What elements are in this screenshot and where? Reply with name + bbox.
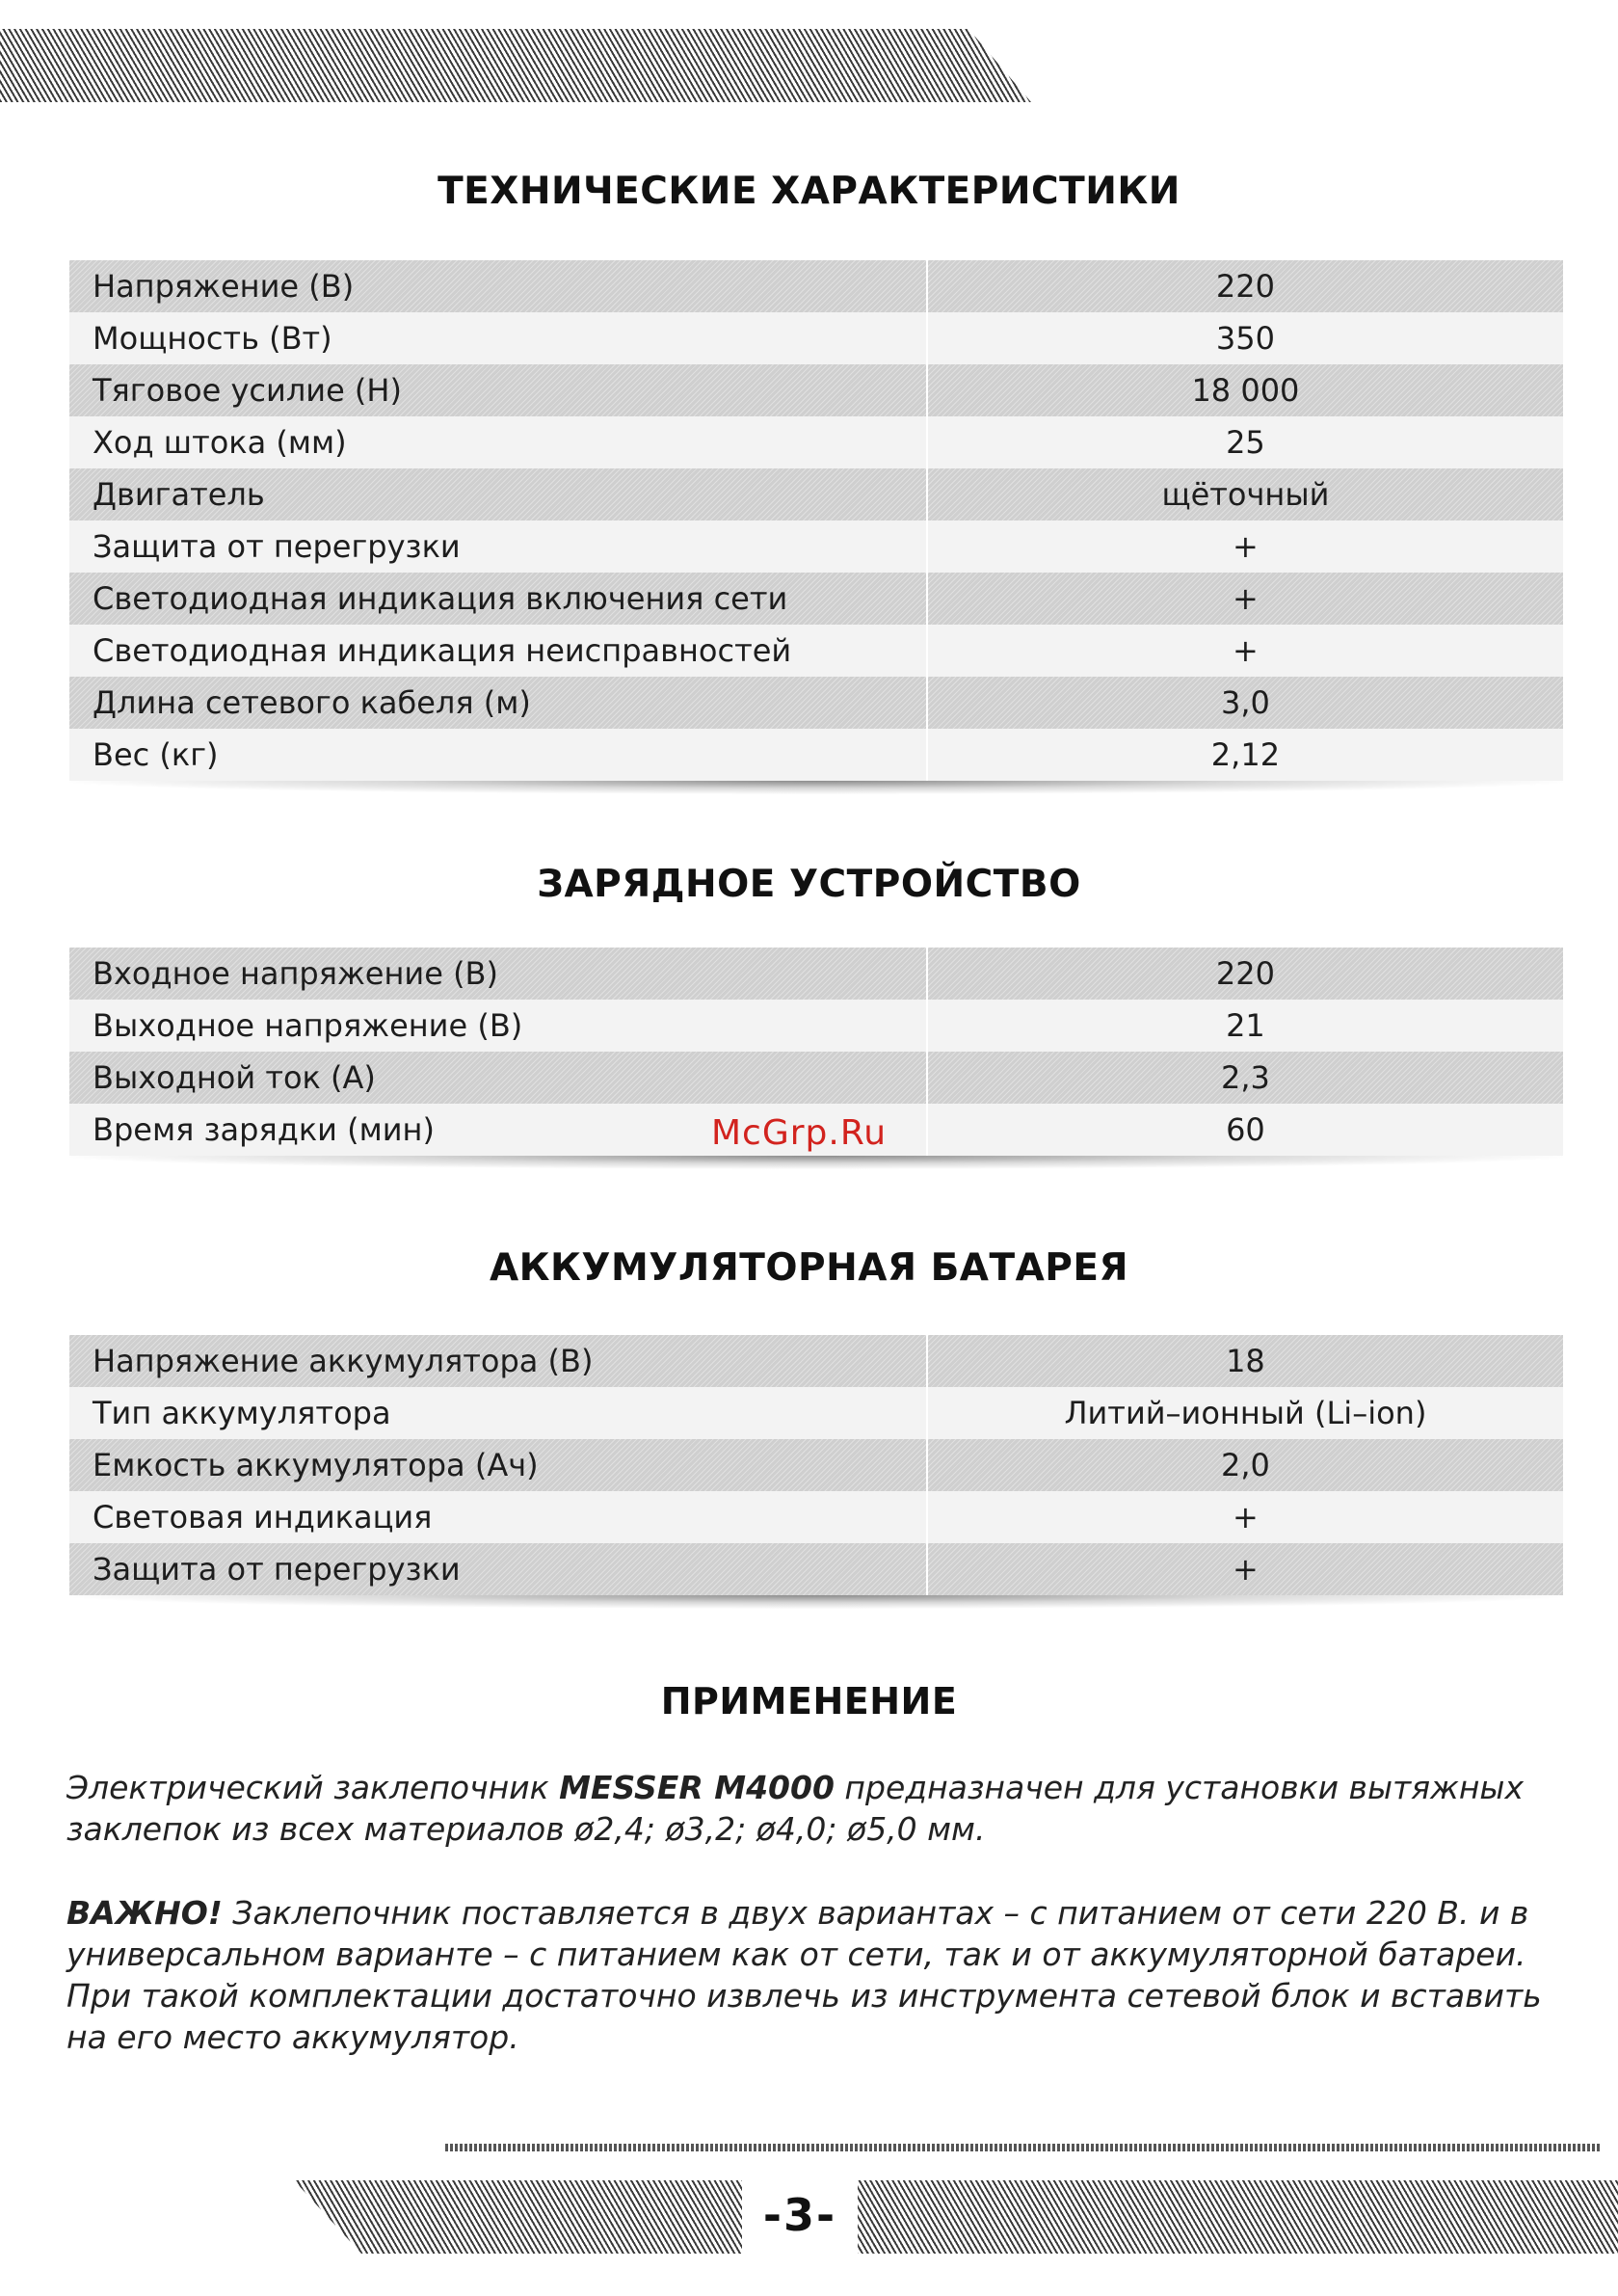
table-row: [69, 260, 1563, 312]
row-value: 220: [928, 948, 1563, 1000]
row-label: Светодиодная индикация включения сети: [69, 573, 926, 625]
row-label: Тяговое усилие (Н): [69, 364, 926, 416]
row-label: Входное напряжение (В): [69, 948, 926, 1000]
row-value: 21: [928, 1000, 1563, 1052]
table-row: [69, 1543, 1563, 1595]
row-label: Выходной ток (А): [69, 1052, 926, 1104]
table-row: [69, 1491, 1563, 1543]
specs-table: [69, 260, 1563, 794]
row-value: 25: [928, 416, 1563, 468]
row-value: 18: [928, 1335, 1563, 1387]
table-row: [69, 1387, 1563, 1439]
row-value: +: [928, 625, 1563, 677]
table-row: [69, 1439, 1563, 1491]
table-shadow: [69, 1156, 1563, 1169]
usage-title: ПРИМЕНЕНИЕ: [660, 1680, 958, 1722]
table-row: [69, 312, 1563, 364]
table-shadow: [69, 1595, 1563, 1609]
table-row: [69, 1052, 1563, 1104]
bottom-decorative-band: [294, 2180, 1618, 2254]
row-value: 60: [928, 1104, 1563, 1156]
page-number: -3-: [742, 2176, 858, 2254]
row-label: Светодиодная индикация неисправностей: [69, 625, 926, 677]
table-row: [69, 948, 1563, 1000]
important-text: Заклепочник поставляется в двух вариантах – с питанием от сети 220 В. и в универсальном варианте – с питанием как от сети, так и от аккумуляторной батареи. При такой комплектации достаточно извлечь из инструмента сетевой блок и вставить на его место аккумулятор.: [66, 1894, 1542, 2056]
row-label: Вес (кг): [69, 729, 926, 781]
battery-title: АККУМУЛЯТОРНАЯ БАТАРЕЯ: [489, 1246, 1129, 1290]
row-value: +: [928, 1491, 1563, 1543]
row-label: Емкость аккумулятора (Ач): [69, 1439, 926, 1491]
usage-description-text: предназначен для установки вытяжных заклепок из всех материалов ø2,4; ø3,2; ø4,0; ø5,0 мм.: [66, 1769, 1524, 1848]
row-label: Длина сетевого кабеля (м): [69, 677, 926, 729]
specs-title: ТЕХНИЧЕСКИЕ ХАРАКТЕРИСТИКИ: [438, 170, 1180, 213]
watermark: McGrp.Ru: [711, 1113, 888, 1153]
row-value: щёточный: [928, 468, 1563, 521]
row-label: Тип аккумулятора: [69, 1387, 926, 1439]
table-row: [69, 416, 1563, 468]
row-value: +: [928, 521, 1563, 573]
row-label: Ход штока (мм): [69, 416, 926, 468]
row-label: Защита от перегрузки: [69, 521, 926, 573]
row-label: Напряжение (В): [69, 260, 926, 312]
usage-paragraph: [66, 1767, 1579, 1850]
row-value: 2,12: [928, 729, 1563, 781]
table-row: [69, 677, 1563, 729]
table-row: [69, 729, 1563, 781]
row-label: Мощность (Вт): [69, 312, 926, 364]
row-value: Литий–ионный (Li–ion): [928, 1387, 1563, 1439]
row-value: +: [928, 573, 1563, 625]
important-label: ВАЖНО!: [66, 1894, 223, 1932]
table-row: [69, 625, 1563, 677]
charger-title: ЗАРЯДНОЕ УСТРОЙСТВО: [537, 863, 1081, 906]
row-value: 350: [928, 312, 1563, 364]
row-label: Выходное напряжение (В): [69, 1000, 926, 1052]
row-value: 2,3: [928, 1052, 1563, 1104]
row-value: 3,0: [928, 677, 1563, 729]
row-label: Время зарядки (мин): [69, 1104, 926, 1156]
dotted-divider: [445, 2144, 1602, 2151]
brand-name: MESSER M4000: [559, 1769, 835, 1806]
row-label: Защита от перегрузки: [69, 1543, 926, 1595]
top-decorative-band: [0, 29, 1031, 102]
row-value: +: [928, 1543, 1563, 1595]
table-row: [69, 364, 1563, 416]
row-value: 2,0: [928, 1439, 1563, 1491]
row-label: Напряжение аккумулятора (В): [69, 1335, 926, 1387]
battery-table: [69, 1335, 1563, 1609]
row-value: 220: [928, 260, 1563, 312]
table-shadow: [69, 781, 1563, 794]
important-paragraph: [66, 1892, 1579, 2058]
row-label: Световая индикация: [69, 1491, 926, 1543]
table-row: [69, 573, 1563, 625]
table-row: [69, 1000, 1563, 1052]
row-label: Двигатель: [69, 468, 926, 521]
usage-intro-text: Электрический заклепочник: [66, 1769, 560, 1806]
table-row: [69, 521, 1563, 573]
table-row: [69, 1335, 1563, 1387]
table-row: [69, 468, 1563, 521]
row-value: 18 000: [928, 364, 1563, 416]
